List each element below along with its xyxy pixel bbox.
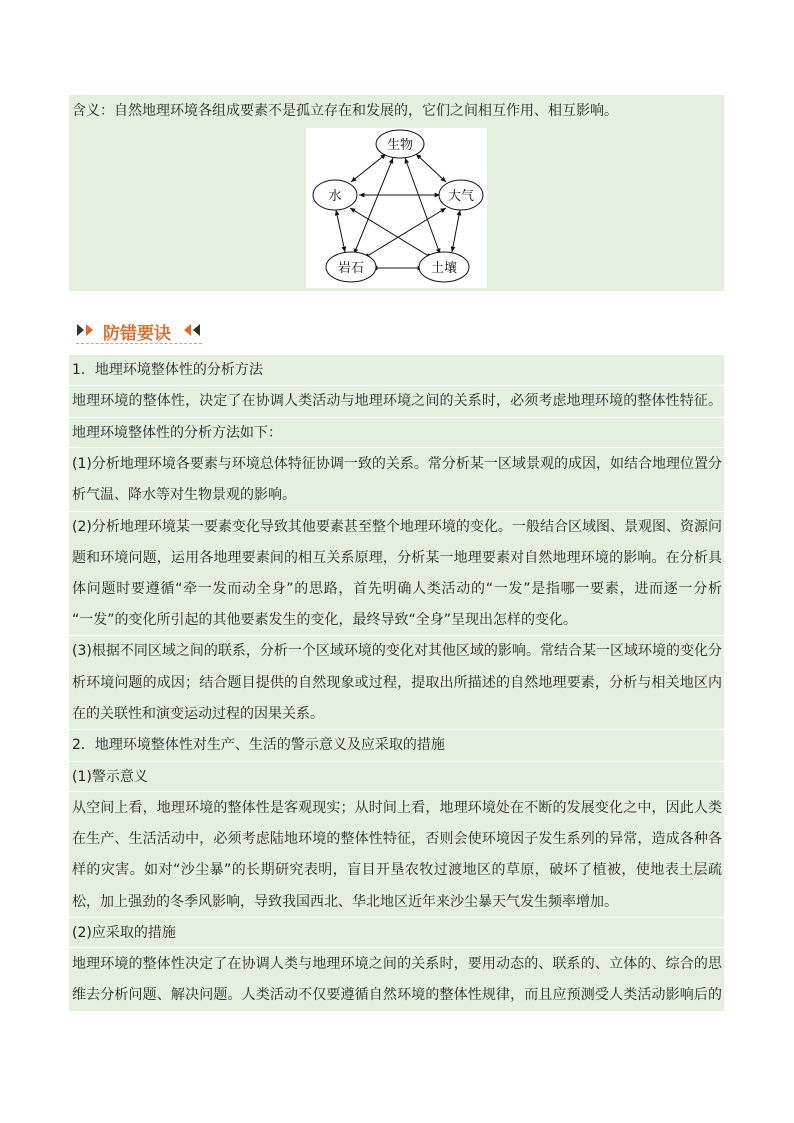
element-relationship-diagram bbox=[306, 128, 487, 288]
paragraph-line: 题和环境问题，运用各地理要素间的相互关系原理，分析某一地理要素对自然地理环境的影响。在分析具 bbox=[72, 550, 722, 566]
paragraph-line: “一发”的变化所引起的其他要素发生的变化，最终导致“全身”呈现出怎样的变化。 bbox=[72, 612, 578, 628]
paragraph-line: (2)分析地理环境某一要素变化导致其他要素甚至整个地理环境的变化。一般结合区域图、景观图、资源问 bbox=[72, 519, 722, 535]
arrow-atmosphere-rock bbox=[364, 208, 446, 258]
paragraph-line: (1)分析地理环境各要素与环境总体特征协调一致的关系。常分析某一区域景观的成因，如结合地理位置分 bbox=[72, 456, 722, 472]
paragraph-line: 松，加上强劲的冬季风影响，导致我国西北、华北地区近年来沙尘暴天气发生频率增加。 bbox=[72, 894, 618, 910]
section-header bbox=[76, 316, 206, 344]
row-separator bbox=[69, 385, 724, 386]
row-separator bbox=[69, 511, 724, 512]
heading-analysis-method: 1．地理环境整体性的分析方法 bbox=[72, 362, 263, 378]
row-separator bbox=[69, 635, 724, 636]
section-underline bbox=[76, 343, 202, 344]
definition-text: 含义：自然地理环境各组成要素不是孤立存在和发展的，它们之间相互作用、相互影响。 bbox=[72, 103, 618, 119]
arrow-water-rock bbox=[336, 210, 345, 252]
arrow-biology-water bbox=[351, 154, 386, 182]
diagram-svg bbox=[306, 128, 487, 288]
paragraph-line: 析气温、降水等对生物景观的影响。 bbox=[72, 487, 296, 503]
paragraph-line: 在的关联性和演变运动过程的因果关系。 bbox=[72, 706, 324, 722]
row-separator bbox=[69, 761, 724, 762]
heading-warning-significance: 2．地理环境整体性对生产、生活的警示意义及应采取的措施 bbox=[72, 737, 445, 753]
paragraph-line: 地理环境整体性的分析方法如下： bbox=[72, 425, 282, 441]
double-chevron-right-icon bbox=[76, 323, 100, 337]
node-biology-label: 生物 bbox=[386, 138, 414, 153]
paragraph-line: 从空间上看，地理环境的整体性是客观现实；从时间上看，地理环境处在不断的发展变化之中，因此人类 bbox=[72, 800, 722, 816]
node-rock-label: 岩石 bbox=[337, 261, 365, 276]
diagram-arrows bbox=[336, 154, 460, 268]
arrow-biology-soil bbox=[405, 158, 440, 254]
row-separator bbox=[69, 729, 724, 730]
arrow-biology-atmosphere bbox=[416, 154, 446, 182]
node-atmosphere-label: 大气 bbox=[447, 189, 475, 204]
row-separator bbox=[69, 791, 724, 792]
paragraph-line: 析环境问题的成因；结合题目提供的自然现象或过程，提取出所描述的自然地理要素，分析与相关地区内 bbox=[72, 675, 722, 691]
row-separator bbox=[69, 947, 724, 948]
paragraph-line: 在生产、生活活动中，必须考虑陆地环境的整体性特征，否则会使环境因子发生系列的异常，造成各种各 bbox=[72, 831, 722, 847]
arrow-biology-rock bbox=[354, 158, 393, 254]
paragraph-line: 地理环境的整体性，决定了在协调人类活动与地理环境之间的关系时，必须考虑地理环境的整体性特征。 bbox=[72, 393, 722, 409]
paragraph-line: 地理环境的整体性决定了在协调人类与地理环境之间的关系时，要用动态的、联系的、立体的、综合的思 bbox=[72, 956, 722, 972]
node-water-label: 水 bbox=[328, 189, 342, 204]
section-title: 防错要诀 bbox=[103, 324, 171, 344]
double-chevron-left-icon bbox=[182, 323, 206, 337]
row-separator bbox=[69, 917, 724, 918]
row-separator bbox=[69, 447, 724, 448]
paragraph-line: 维去分析问题、解决问题。人类活动不仅要遵循自然环境的整体性规律，而且应预测受人类活动影响后的 bbox=[72, 987, 722, 1003]
row-separator bbox=[69, 417, 724, 418]
subheading-warning: (1)警示意义 bbox=[72, 769, 148, 785]
paragraph-line: 样的灾害。如对“沙尘暴”的长期研究表明，盲目开垦农牧过渡地区的草原，破坏了植被，使地表土层疏 bbox=[72, 862, 722, 878]
paragraph-line: (3)根据不同区域之间的联系，分析一个区域环境的变化对其他区域的影响。常结合某一区域环境的变化分 bbox=[72, 643, 722, 659]
subheading-measures: (2)应采取的措施 bbox=[72, 925, 176, 941]
arrow-atmosphere-soil bbox=[452, 210, 460, 252]
paragraph-line: 体问题时要遵循“牵一发而动全身”的思路，首先明确人类活动的“一发”是指哪一要素，进而逐一分析 bbox=[72, 581, 722, 597]
node-soil-label: 土壤 bbox=[430, 261, 458, 276]
